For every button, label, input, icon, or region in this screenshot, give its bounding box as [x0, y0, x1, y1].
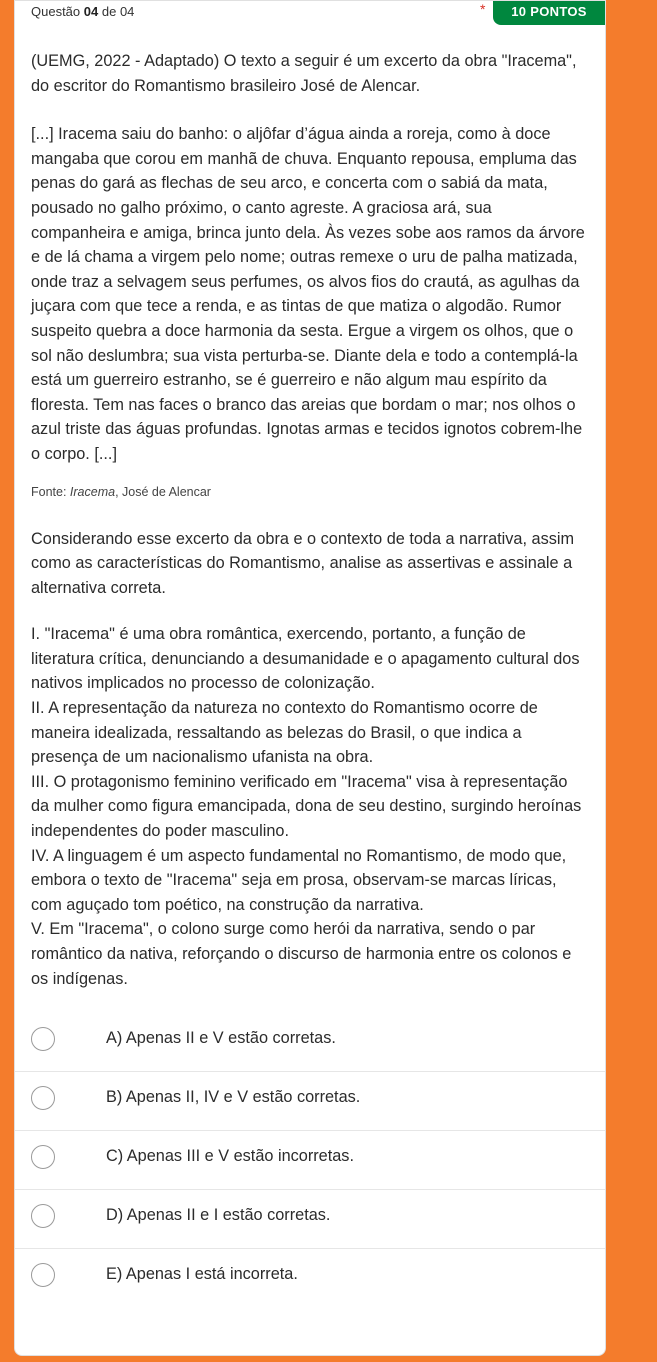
option-e[interactable]: [15, 1249, 605, 1307]
assertion-item: I. "Iracema" é uma obra romântica, exercendo, portanto, a função de literatura crítica, denunciando a desumanidade e o apagamento cultural dos nativos implicados no processo de colonização.: [31, 625, 580, 693]
radio-button-icon[interactable]: [31, 1086, 55, 1110]
option-c[interactable]: [15, 1131, 605, 1190]
option-b[interactable]: [15, 1072, 605, 1131]
assertions-list: [31, 622, 589, 991]
source-citation: [31, 483, 589, 501]
option-d[interactable]: [15, 1190, 605, 1249]
points-badge: 10 PONTOS: [493, 1, 605, 25]
option-label[interactable]: E) Apenas I está incorreta.: [106, 1265, 298, 1284]
radio-button-icon[interactable]: [31, 1204, 55, 1228]
question-body: [15, 25, 605, 1307]
question-number-value: 04: [83, 4, 99, 19]
assertion-item: IV. A linguagem é um aspecto fundamental no Romantismo, de modo que, embora o texto de "Iracema" seja em prosa, observam-se marcas líricas, com aguçado tom poético, na construção da narrativa.: [31, 846, 567, 914]
question-number: [31, 4, 134, 19]
question-total: de 04: [101, 4, 135, 19]
excerpt-text: [...] Iracema saiu do banho: o aljôfar d’água ainda a roreja, como à doce mangaba que corou em manhã de chuva. Enquanto repousa, empluma das penas do gará as flechas de seu arco, e concerta com o sabiá da mata, pousado no galho próximo, o canto agreste. A graciosa ará, sua companheira e amiga, brinca junto dela. Às vezes sobe aos ramos da árvore e de lá chama a virgem pelo nome; outras remexe o uru de palha matizada, onde traz a selvagem seus perfumes, os alvos fios do crautá, as agulhas da juçara com que tece a renda, e as tintas de que matiza o algodão. Rumor suspeito quebra a doce harmonia da sesta. Ergue a virgem os olhos, que o sol não deslumbra; sua vista perturba-se. Diante dela e todo a contemplá-la está um guerreiro estranho, se é guerreiro e não algum mau espírito da floresta. Tem nas faces o branco das areias que bordam o mar; nos olhos o azul triste das águas profundas. Ignotas armas e tecidos ignotos cobrem-lhe o corpo. [...]: [31, 125, 585, 463]
prompt-text: Considerando esse excerto da obra e o contexto de toda a narrativa, assim como as características do Romantismo, analise as assertivas e assinale a alternativa correta.: [31, 529, 575, 597]
question-header: [15, 1, 605, 25]
option-label[interactable]: D) Apenas II e I estão corretas.: [106, 1206, 331, 1225]
source-author: , José de Alencar: [115, 484, 211, 499]
answer-options: [15, 1013, 605, 1307]
intro-text: (UEMG, 2022 - Adaptado) O texto a seguir é um excerto da obra "Iracema", do escritor do Romantismo brasileiro José de Alencar.: [31, 52, 577, 95]
radio-button-icon[interactable]: [31, 1263, 55, 1287]
question-prefix: Questão: [31, 4, 81, 19]
radio-button-icon[interactable]: [31, 1145, 55, 1169]
required-marker: *: [480, 1, 486, 17]
assertion-item: V. Em "Iracema", o colono surge como herói da narrativa, sendo o par romântico da nativa, reforçando o discurso de harmonia entre os colonos e os indígenas.: [31, 920, 572, 988]
question-card: [14, 0, 606, 1356]
assertion-item: II. A representação da natureza no contexto do Romantismo ocorre de maneira idealizada, ressaltando as belezas do Brasil, o que indica a presença de um nacionalismo ufanista na obra.: [31, 699, 538, 767]
source-work: Iracema: [69, 484, 116, 499]
source-prefix: Fonte:: [31, 484, 67, 499]
radio-button-icon[interactable]: [31, 1027, 55, 1051]
option-a[interactable]: [15, 1013, 605, 1072]
option-label[interactable]: C) Apenas III e V estão incorretas.: [106, 1147, 354, 1166]
option-label[interactable]: B) Apenas II, IV e V estão corretas.: [106, 1088, 361, 1107]
option-label[interactable]: A) Apenas II e V estão corretas.: [106, 1029, 336, 1048]
assertion-item: III. O protagonismo feminino verificado em "Iracema" visa à representação da mulher como figura emancipada, dona de seu destino, surgindo heroínas independentes do poder masculino.: [31, 772, 582, 841]
